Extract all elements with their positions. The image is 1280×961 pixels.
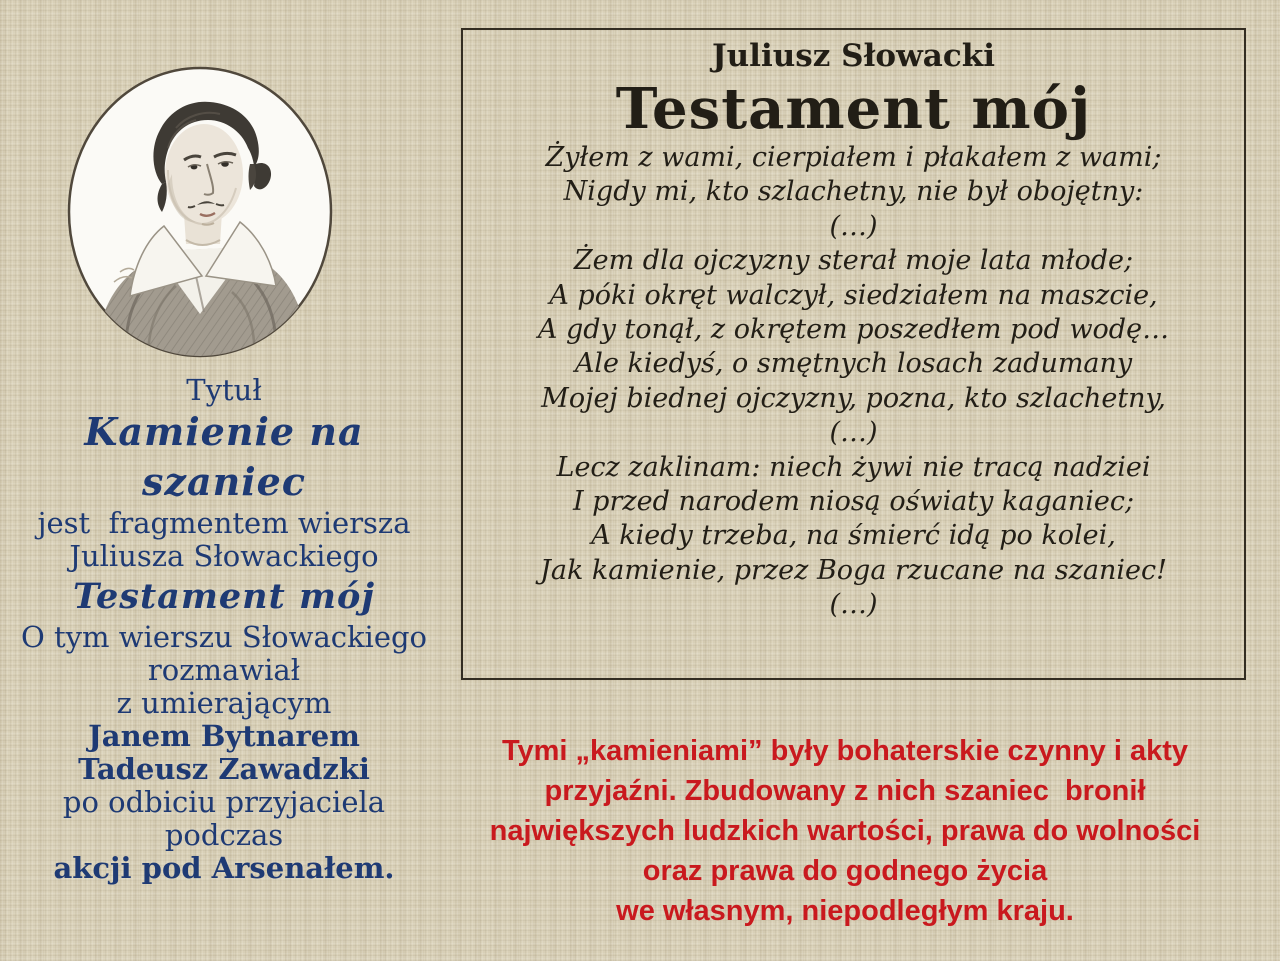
poem-title: Testament mój bbox=[615, 76, 1092, 142]
caption-line: Juliusza Słowackiego bbox=[69, 539, 379, 573]
poem-line: Ale kiedyś, o smętnych losach zadumany bbox=[574, 348, 1133, 380]
caption-line: Kamienie na szaniec bbox=[84, 409, 378, 504]
note-line: we własnym, niepodległym kraju. bbox=[616, 895, 1074, 927]
caption-line: rozmawiał bbox=[147, 653, 301, 687]
poem-line: (…) bbox=[829, 417, 878, 449]
caption-line: Testament mój bbox=[73, 576, 375, 617]
caption-line: Janem Bytnarem bbox=[88, 719, 360, 753]
poem-line: I przed narodem niosą oświaty kaganiec; bbox=[572, 486, 1135, 518]
caption-line: jest fragmentem wiersza bbox=[37, 506, 411, 540]
caption-line: akcji pod Arsenałem. bbox=[53, 851, 395, 885]
poem-line: Jak kamienie, przez Boga rzucane na szaniec! bbox=[540, 554, 1167, 586]
poem-line: Żem dla ojczyzny sterał moje lata młode; bbox=[573, 245, 1134, 277]
note-line: oraz prawa do godnego życia bbox=[642, 855, 1048, 887]
caption-line: po odbiciu przyjaciela bbox=[62, 785, 386, 819]
poem-line: Lecz zaklinam: niech żywi nie tracą nadziei bbox=[556, 451, 1151, 483]
note-line: przyjaźni. Zbudowany z nich szaniec bronił bbox=[544, 775, 1146, 807]
poem-line: A gdy tonął, z okrętem poszedłem pod wodę… bbox=[537, 314, 1170, 346]
portrait-juliusz-slowacki bbox=[64, 64, 336, 360]
caption-line: z umierającym bbox=[116, 686, 332, 720]
poem-line: Mojej biednej ojczyzny, pozna, kto szlachetny, bbox=[541, 382, 1166, 414]
poem-line: A kiedy trzeba, na śmierć idą po kolei, bbox=[591, 520, 1116, 552]
bottom-note bbox=[450, 731, 1240, 931]
poem-author: Juliusz Słowacki bbox=[711, 38, 996, 74]
poem-line: (…) bbox=[829, 589, 878, 621]
note-line: największych ludzkich wartości, prawa do wolności bbox=[489, 815, 1201, 847]
poem-line: A póki okręt walczył, siedziałem na maszcie, bbox=[549, 279, 1158, 311]
caption-line: Tytuł bbox=[186, 373, 262, 407]
poem-lines bbox=[463, 141, 1244, 623]
note-line: Tymi „kamieniami” były bohaterskie czynny i akty bbox=[501, 735, 1189, 767]
left-caption bbox=[8, 374, 440, 885]
portrait-oval-image bbox=[64, 64, 336, 360]
poem-line: Nigdy mi, kto szlachetny, nie był obojętny: bbox=[563, 176, 1144, 208]
caption-line: podczas bbox=[164, 818, 284, 852]
caption-line: O tym wierszu Słowackiego bbox=[20, 620, 428, 654]
caption-line: Tadeusz Zawadzki bbox=[78, 752, 370, 786]
poem-line: (…) bbox=[829, 210, 878, 242]
poem-box bbox=[461, 28, 1246, 680]
poem-line: Żyłem z wami, cierpiałem i płakałem z wami; bbox=[545, 142, 1162, 173]
